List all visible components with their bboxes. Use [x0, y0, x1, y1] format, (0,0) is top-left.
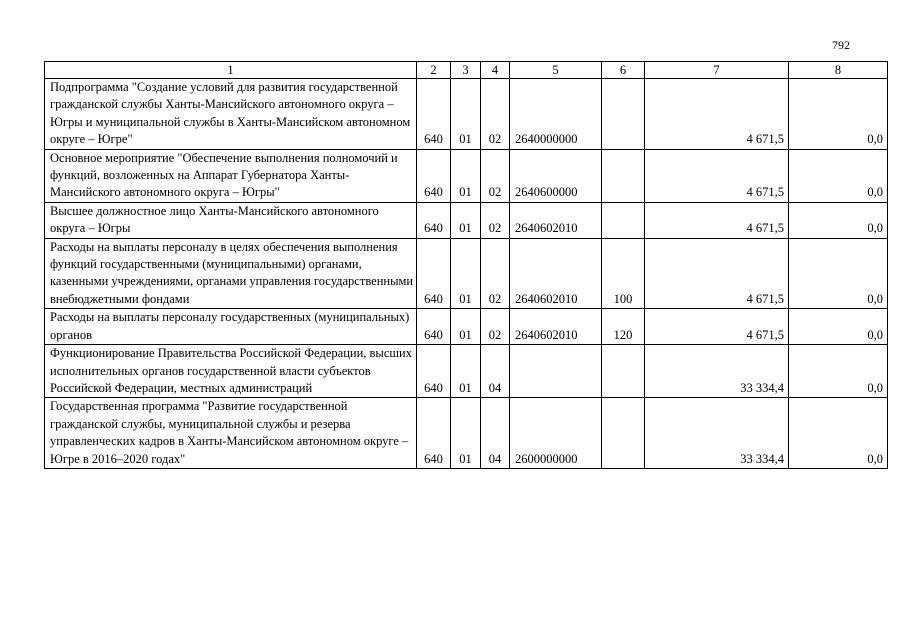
- table-row: [45, 202, 888, 238]
- section-code: 01: [451, 345, 481, 398]
- table-row: [45, 345, 888, 398]
- table-row: [45, 79, 888, 150]
- header-row: [45, 62, 888, 79]
- federal-amount: 0,0: [789, 202, 888, 238]
- header-cell: 1: [45, 62, 417, 79]
- item-name: Основное мероприятие "Обеспечение выполнения полномочий и функций, возложенных на Аппарат Губернатора Ханты-Мансийского автономного округа – Югры": [45, 149, 417, 202]
- header-cell: 6: [602, 62, 645, 79]
- subsection-code: 02: [481, 79, 510, 150]
- item-name: Государственная программа "Развитие государственной гражданской службы, муниципальной службы и резерва управленческих кадров в Ханты-Мансийском автономном округе – Югре в 2016–2020 годах": [45, 398, 417, 469]
- section-code: 01: [451, 79, 481, 150]
- target-article-code: 2640000000: [510, 79, 602, 150]
- amount: 33 334,4: [645, 398, 789, 469]
- expense-type-code: [602, 79, 645, 150]
- federal-amount: 0,0: [789, 79, 888, 150]
- subsection-code: 04: [481, 398, 510, 469]
- page-number: 792: [832, 38, 850, 52]
- ministry-code: 640: [417, 398, 451, 469]
- target-article-code: 2640602010: [510, 238, 602, 309]
- expense-type-code: 100: [602, 238, 645, 309]
- item-name: Расходы на выплаты персоналу государственных (муниципальных) органов: [45, 309, 417, 345]
- header-cell: 2: [417, 62, 451, 79]
- target-article-code: 2600000000: [510, 398, 602, 469]
- subsection-code: 04: [481, 345, 510, 398]
- expense-type-code: [602, 149, 645, 202]
- section-code: 01: [451, 149, 481, 202]
- section-code: 01: [451, 398, 481, 469]
- amount: 4 671,5: [645, 238, 789, 309]
- federal-amount: 0,0: [789, 309, 888, 345]
- expense-type-code: [602, 345, 645, 398]
- expense-type-code: [602, 202, 645, 238]
- section-code: 01: [451, 202, 481, 238]
- federal-amount: 0,0: [789, 398, 888, 469]
- table-row: [45, 238, 888, 309]
- table-row: [45, 149, 888, 202]
- budget-table: [44, 61, 888, 469]
- item-name: Подпрограмма "Создание условий для развития государственной гражданской службы Ханты-Мансийского автономного округа – Югры и муниципальной службы в Ханты-Мансийском автономном округе – Югре": [45, 79, 417, 150]
- federal-amount: 0,0: [789, 345, 888, 398]
- item-name: Высшее должностное лицо Ханты-Мансийского автономного округа – Югры: [45, 202, 417, 238]
- target-article-code: 2640602010: [510, 309, 602, 345]
- ministry-code: 640: [417, 238, 451, 309]
- target-article-code: 2640600000: [510, 149, 602, 202]
- item-name: Функционирование Правительства Российской Федерации, высших исполнительных органов государственной власти субъектов Российской Федерации, местных администраций: [45, 345, 417, 398]
- target-article-code: [510, 345, 602, 398]
- subsection-code: 02: [481, 238, 510, 309]
- item-name: Расходы на выплаты персоналу в целях обеспечения выполнения функций государственными (муниципальными) органами, казенными учреждениями, органами управления государственными внебюджетными фондами: [45, 238, 417, 309]
- expense-type-code: [602, 398, 645, 469]
- federal-amount: 0,0: [789, 149, 888, 202]
- header-cell: 5: [510, 62, 602, 79]
- ministry-code: 640: [417, 345, 451, 398]
- ministry-code: 640: [417, 202, 451, 238]
- amount: 4 671,5: [645, 79, 789, 150]
- amount: 33 334,4: [645, 345, 789, 398]
- section-code: 01: [451, 309, 481, 345]
- header-cell: 7: [645, 62, 789, 79]
- target-article-code: 2640602010: [510, 202, 602, 238]
- table-row: [45, 309, 888, 345]
- table-row: [45, 398, 888, 469]
- federal-amount: 0,0: [789, 238, 888, 309]
- header-cell: 3: [451, 62, 481, 79]
- subsection-code: 02: [481, 309, 510, 345]
- ministry-code: 640: [417, 79, 451, 150]
- subsection-code: 02: [481, 202, 510, 238]
- subsection-code: 02: [481, 149, 510, 202]
- header-cell: 4: [481, 62, 510, 79]
- ministry-code: 640: [417, 149, 451, 202]
- section-code: 01: [451, 238, 481, 309]
- amount: 4 671,5: [645, 149, 789, 202]
- amount: 4 671,5: [645, 309, 789, 345]
- expense-type-code: 120: [602, 309, 645, 345]
- amount: 4 671,5: [645, 202, 789, 238]
- ministry-code: 640: [417, 309, 451, 345]
- header-cell: 8: [789, 62, 888, 79]
